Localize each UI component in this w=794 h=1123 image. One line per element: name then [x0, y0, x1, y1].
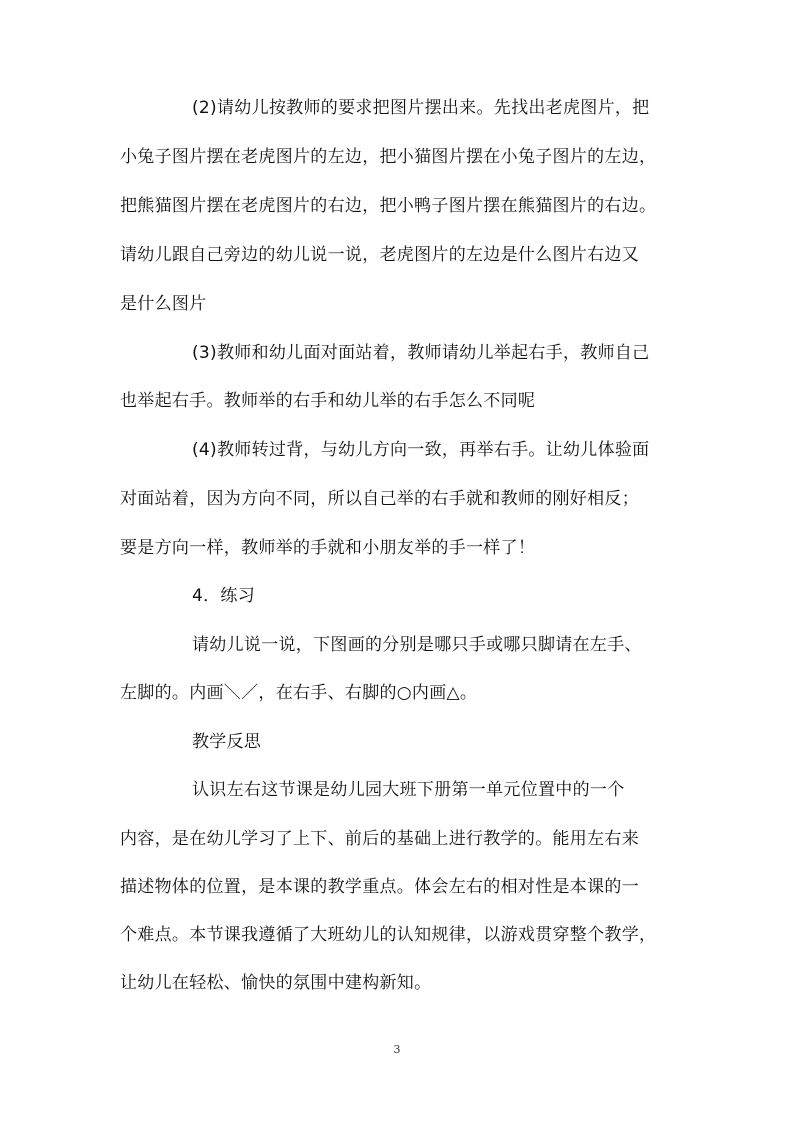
section-heading: 4．练习: [192, 586, 256, 606]
paragraph-line: 小兔子图片摆在老虎图片的左边，把小猫图片摆在小兔子图片的左边，: [120, 147, 657, 167]
paragraph-line: 个难点。本节课我遵循了大班幼儿的认知规律，以游戏贯穿整个教学，: [120, 925, 657, 945]
paragraph-line: 是什么图片: [120, 294, 207, 314]
paragraph-line: (2)请幼儿按教师的要求把图片摆出来。先找出老虎图片，把: [192, 98, 650, 118]
paragraph-line: (3)教师和幼儿面对面站着，教师请幼儿举起右手，教师自己: [192, 343, 650, 363]
paragraph-line: 请幼儿说一说，下图画的分别是哪只手或哪只脚请在左手、: [192, 635, 642, 655]
paragraph-line: 认识左右这节课是幼儿园大班下册第一单元位置中的一个: [192, 780, 625, 800]
paragraph-line: 要是方向一样，教师举的手就和小朋友举的手一样了！: [120, 538, 536, 558]
section-heading: 教学反思: [192, 732, 262, 752]
paragraph-line: 描述物体的位置，是本课的教学重点。体会左右的相对性是本课的一: [120, 877, 639, 897]
page-number: 3: [393, 1043, 401, 1056]
paragraph-line: 让幼儿在轻松、愉快的氛围中建构新知。: [120, 973, 432, 993]
paragraph-line: 对面站着，因为方向不同，所以自己举的右手就和教师的刚好相反；: [120, 489, 639, 509]
paragraph-line: 也举起右手。教师举的右手和幼儿举的右手怎么不同呢: [120, 391, 536, 411]
paragraph-line: 内容，是在幼儿学习了上下、前后的基础上进行教学的。能用左右来: [120, 829, 639, 849]
paragraph-line: (4)教师转过背，与幼儿方向一致，再举右手。让幼儿体验面: [192, 440, 650, 460]
paragraph-line: 把熊猫图片摆在老虎图片的右边，把小鸭子图片摆在熊猫图片的右边。: [120, 196, 657, 216]
paragraph-line: 左脚的。内画＼／，在右手、右脚的○内画△。: [120, 683, 478, 703]
paragraph-line: 请幼儿跟自己旁边的幼儿说一说，老虎图片的左边是什么图片右边又: [120, 245, 639, 265]
